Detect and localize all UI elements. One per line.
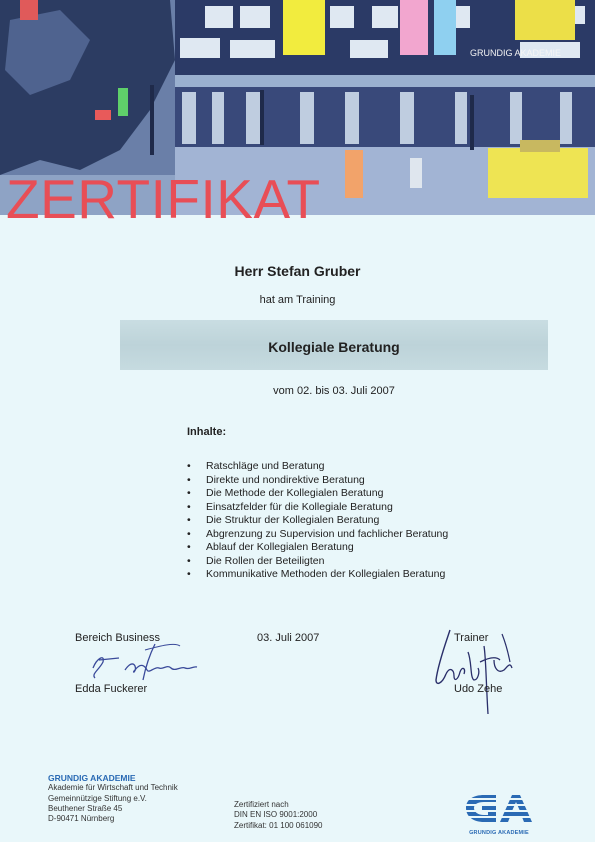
cert-line: Zertifiziert nach [234,800,289,809]
list-item: • Die Rollen der Beteiligten [187,555,448,569]
list-item: • Abgrenzung zu Supervision und fachlicher Beratung [187,528,448,542]
footer-line: Akademie für Wirtschaft und Technik [48,783,178,793]
certification-info [234,800,323,831]
cert-line: Zertifikat: 01 100 061090 [234,820,323,830]
signature-right [428,622,528,717]
certificate-title: ZERTIFIKAT [6,168,321,230]
footer-line: D-90471 Nürnberg [48,814,115,824]
contents-label: Inhalte: [187,426,227,438]
building-sign-text: GRUNDIG AKADEMIE [470,48,562,58]
cert-line: DIN EN ISO 9001:2000 [234,810,318,820]
signature-left [85,640,205,685]
right-signer-name: Udo Zehe [454,683,503,695]
course-name: Kollegiale Beratung [268,339,400,355]
recipient-name: Herr Stefan Gruber [234,263,361,279]
footer-line: Beuthener Straße 45 [48,803,123,813]
footer-address [48,773,178,824]
footer-brand: GRUNDIG AKADEMIE [48,773,136,783]
left-signer-role: Bereich Business [75,632,160,644]
signature-date: 03. Juli 2007 [257,632,320,644]
training-intro-text: hat am Training [259,294,336,306]
list-item: • Die Methode der Kollegialen Beratung [187,487,448,501]
right-signer-role: Trainer [454,632,489,644]
list-item: • Einsatzfelder für die Kollegiale Beratung [187,501,448,515]
ga-logo-icon [462,794,536,824]
logo-text: GRUNDIG AKADEMIE [469,830,529,836]
contents-list [187,460,448,582]
grundig-akademie-logo [462,794,536,836]
list-item: • Ablauf der Kollegialen Beratung [187,541,448,555]
list-item: • Die Struktur der Kollegialen Beratung [187,514,448,528]
left-signer-name: Edda Fuckerer [75,683,148,695]
list-item: • Kommunikative Methoden der Kollegialen Beratung [187,568,448,582]
list-item: • Direkte und nondirektive Beratung [187,474,448,488]
footer-line: Gemeinnützige Stiftung e.V. [48,793,147,803]
course-dates: vom 02. bis 03. Juli 2007 [273,385,395,397]
list-item: • Ratschläge und Beratung [187,460,448,474]
